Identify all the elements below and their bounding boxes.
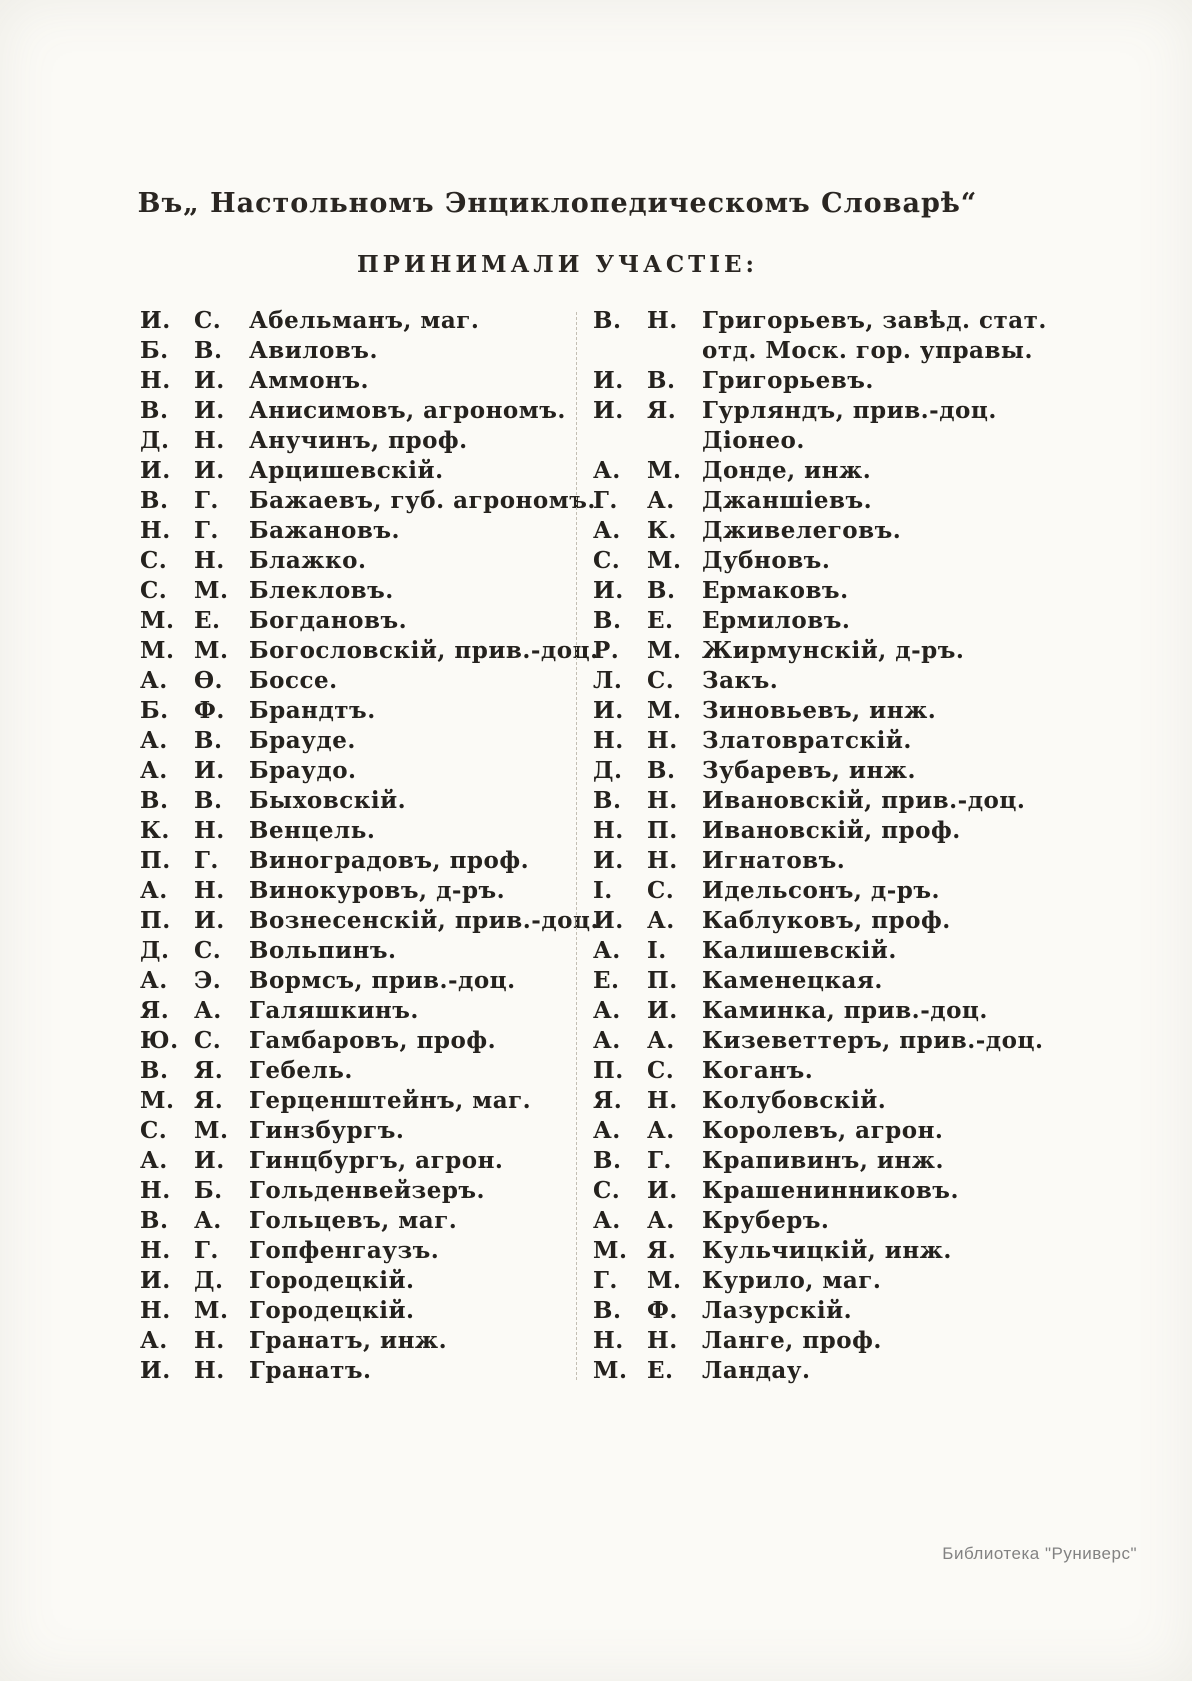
contributor-name: Боссе. bbox=[249, 667, 338, 694]
initial-second: А. bbox=[647, 1207, 675, 1234]
initial-first: П. bbox=[140, 907, 171, 934]
contributor-row bbox=[593, 666, 1071, 696]
initial-first: А. bbox=[140, 1327, 168, 1354]
contributor-row bbox=[140, 1086, 576, 1116]
initial-second: Е. bbox=[647, 607, 674, 634]
initial-first: Я. bbox=[140, 997, 170, 1024]
column-divider bbox=[576, 312, 577, 1380]
contributor-name: Герценштейнъ, маг. bbox=[249, 1087, 532, 1114]
initial-second: Н. bbox=[194, 427, 225, 454]
contributor-name: Ивановскій, проф. bbox=[702, 817, 961, 844]
contributor-row bbox=[140, 336, 576, 366]
contributor-row bbox=[140, 1056, 576, 1086]
contributor-row bbox=[593, 636, 1071, 666]
contributor-name: Ланге, проф. bbox=[702, 1327, 882, 1354]
contributor-row bbox=[140, 486, 596, 516]
page-title: Въ„ Настольномъ Энциклопедическомъ Словарѣ“ bbox=[137, 188, 978, 219]
initial-second: Ф. bbox=[647, 1297, 678, 1324]
contributor-row bbox=[140, 1206, 576, 1236]
contributor-name: Зубаревъ, инж. bbox=[702, 757, 917, 784]
contributor-name: Гурляндъ, прив.-доц. bbox=[702, 397, 997, 424]
contributor-row bbox=[593, 816, 1071, 846]
initial-second: Н. bbox=[647, 787, 678, 814]
contributor-name: Златовратскій. bbox=[702, 727, 912, 754]
contributor-row bbox=[593, 726, 1071, 756]
contributor-name: Браудо. bbox=[249, 757, 357, 784]
library-watermark: Библиотека "Руниверс" bbox=[942, 1544, 1137, 1563]
contributor-row bbox=[140, 876, 576, 906]
contributor-name: Григорьевъ. bbox=[702, 367, 874, 394]
initial-second: Б. bbox=[194, 1177, 223, 1204]
contributor-row bbox=[593, 606, 1071, 636]
initial-second: С. bbox=[194, 1027, 222, 1054]
contributor-row bbox=[593, 966, 1071, 996]
contributor-row bbox=[140, 516, 576, 546]
contributor-continuation-row bbox=[593, 336, 1071, 366]
contributor-row bbox=[593, 906, 1071, 936]
contributor-name: Гинзбургъ. bbox=[249, 1117, 405, 1144]
initial-second: Я. bbox=[647, 1237, 677, 1264]
contributor-columns bbox=[140, 306, 1071, 1386]
contributor-name: Ермиловъ. bbox=[702, 607, 851, 634]
initial-first: В. bbox=[140, 487, 169, 514]
contributor-name: Вознесенскій, прив.-доц. bbox=[249, 907, 600, 934]
contributor-row bbox=[140, 1356, 576, 1386]
contributor-name: Дживелеговъ. bbox=[702, 517, 902, 544]
contributor-name: Богословскій, прив.-доц. bbox=[249, 637, 599, 664]
initial-first: А. bbox=[140, 1147, 168, 1174]
contributor-row bbox=[593, 1296, 1071, 1326]
contributor-name: Каменецкая. bbox=[702, 967, 883, 994]
contributor-row bbox=[593, 1086, 1071, 1116]
initial-first: Я. bbox=[593, 1087, 623, 1114]
initial-second: М. bbox=[194, 1117, 229, 1144]
initial-first: Б. bbox=[140, 337, 169, 364]
initial-second: Г. bbox=[194, 847, 219, 874]
initial-first: И. bbox=[140, 307, 171, 334]
initial-first: М. bbox=[593, 1237, 628, 1264]
contributor-name: Гольцевъ, маг. bbox=[249, 1207, 458, 1234]
initial-second: В. bbox=[647, 577, 676, 604]
initial-first: Е. bbox=[593, 967, 620, 994]
contributor-row bbox=[593, 756, 1071, 786]
initial-second: Н. bbox=[647, 1327, 678, 1354]
initial-first: Н. bbox=[140, 1237, 171, 1264]
contributor-row bbox=[140, 1026, 576, 1056]
initial-second: М. bbox=[194, 637, 229, 664]
initial-second: А. bbox=[647, 1117, 675, 1144]
initial-second: И. bbox=[647, 1177, 678, 1204]
initial-first: В. bbox=[140, 1207, 169, 1234]
contributor-row bbox=[140, 786, 576, 816]
initial-first: В. bbox=[593, 607, 622, 634]
initial-second: І. bbox=[647, 937, 667, 964]
initial-second: М. bbox=[194, 577, 229, 604]
initial-second: В. bbox=[647, 757, 676, 784]
initial-first: Б. bbox=[140, 697, 169, 724]
contributor-row bbox=[140, 966, 576, 996]
contributor-row bbox=[593, 696, 1071, 726]
initial-first: И. bbox=[593, 397, 624, 424]
contributor-row bbox=[593, 486, 1071, 516]
contributor-name: Бажановъ. bbox=[249, 517, 400, 544]
initial-first: А. bbox=[593, 1207, 621, 1234]
initial-first: Н. bbox=[140, 1297, 171, 1324]
contributor-row bbox=[593, 396, 1071, 426]
contributor-name: Донде, инж. bbox=[702, 457, 872, 484]
initial-first: І. bbox=[593, 877, 613, 904]
contributor-row bbox=[593, 456, 1071, 486]
initial-first: Н. bbox=[140, 1177, 171, 1204]
initial-first: А. bbox=[593, 1027, 621, 1054]
initial-first: М. bbox=[593, 1357, 628, 1384]
contributor-name: Игнатовъ. bbox=[702, 847, 846, 874]
contributor-name: Ивановскій, прив.-доц. bbox=[702, 787, 1026, 814]
initial-spacer bbox=[593, 426, 647, 456]
contributor-name: Калишевскій. bbox=[702, 937, 897, 964]
contributor-name: Гамбаровъ, проф. bbox=[249, 1027, 497, 1054]
initial-second: П. bbox=[647, 817, 678, 844]
contributor-row bbox=[140, 996, 576, 1026]
initial-second: Н. bbox=[647, 847, 678, 874]
initial-second: И. bbox=[194, 367, 225, 394]
initial-first: Н. bbox=[593, 727, 624, 754]
contributor-row bbox=[140, 666, 576, 696]
initial-spacer bbox=[647, 336, 702, 366]
contributor-name: Городецкій. bbox=[249, 1297, 415, 1324]
contributor-name: Гинцбургъ, агрон. bbox=[249, 1147, 504, 1174]
contributor-row bbox=[140, 576, 576, 606]
initial-second: А. bbox=[194, 1207, 222, 1234]
contributor-name: Аммонъ. bbox=[249, 367, 370, 394]
initial-first: С. bbox=[140, 547, 168, 574]
initial-first: С. bbox=[593, 1177, 621, 1204]
contributor-row bbox=[593, 996, 1071, 1026]
contributor-name: Абельманъ, маг. bbox=[249, 307, 480, 334]
initial-second: И. bbox=[647, 997, 678, 1024]
initial-first: Д. bbox=[593, 757, 623, 784]
contributor-name: Анисимовъ, агрономъ. bbox=[249, 397, 566, 424]
contributor-name: Быховскій. bbox=[249, 787, 407, 814]
initial-second: Г. bbox=[194, 517, 219, 544]
initial-first: И. bbox=[593, 367, 624, 394]
initial-second: В. bbox=[647, 367, 676, 394]
initial-second: Е. bbox=[194, 607, 221, 634]
initial-first: С. bbox=[140, 1117, 168, 1144]
initial-second: М. bbox=[647, 637, 682, 664]
initial-second: Н. bbox=[194, 817, 225, 844]
initial-second: С. bbox=[194, 307, 222, 334]
contributor-row bbox=[140, 1266, 576, 1296]
initial-first: Л. bbox=[593, 667, 623, 694]
contributor-name: Идельсонъ, д-ръ. bbox=[702, 877, 940, 904]
contributor-name: Блажко. bbox=[249, 547, 367, 574]
initial-second: И. bbox=[194, 457, 225, 484]
initial-first: Р. bbox=[593, 637, 620, 664]
initial-second: Н. bbox=[647, 307, 678, 334]
contributor-name: Джаншіевъ. bbox=[702, 487, 873, 514]
initial-second: С. bbox=[647, 1057, 675, 1084]
initial-first: А. bbox=[593, 457, 621, 484]
contributor-name: Гранатъ, инж. bbox=[249, 1327, 448, 1354]
contributor-name-continued: отд. Моск. гор. управы. bbox=[702, 337, 1033, 364]
contributor-row bbox=[140, 936, 576, 966]
initial-second: А. bbox=[194, 997, 222, 1024]
contributor-name: Королевъ, агрон. bbox=[702, 1117, 944, 1144]
initial-first: И. bbox=[140, 1357, 171, 1384]
initial-second: Г. bbox=[194, 487, 219, 514]
initial-second: Я. bbox=[194, 1057, 224, 1084]
initial-spacer bbox=[647, 426, 702, 456]
contributor-row bbox=[593, 876, 1071, 906]
contributor-name: Гольденвейзеръ. bbox=[249, 1177, 486, 1204]
initial-first: В. bbox=[140, 397, 169, 424]
contributor-name: Галяшкинъ. bbox=[249, 997, 419, 1024]
initial-first: А. bbox=[140, 877, 168, 904]
contributor-name: Кульчицкій, инж. bbox=[702, 1237, 952, 1264]
initial-first: И. bbox=[593, 907, 624, 934]
initial-first: К. bbox=[140, 817, 170, 844]
contributor-name: Вормсъ, прив.-доц. bbox=[249, 967, 516, 994]
contributor-name: Ермаковъ. bbox=[702, 577, 849, 604]
contributor-row bbox=[140, 906, 600, 936]
initial-first: А. bbox=[593, 937, 621, 964]
initial-second: А. bbox=[647, 1027, 675, 1054]
initial-first: С. bbox=[593, 547, 621, 574]
initial-first: А. bbox=[593, 997, 621, 1024]
initial-second: Н. bbox=[647, 1087, 678, 1114]
initial-first: В. bbox=[593, 787, 622, 814]
initial-first: Н. bbox=[140, 517, 171, 544]
contributor-name: Ландау. bbox=[702, 1357, 811, 1384]
contributor-name: Коганъ. bbox=[702, 1057, 814, 1084]
contributor-name: Богдановъ. bbox=[249, 607, 408, 634]
initial-first: А. bbox=[140, 967, 168, 994]
initial-first: А. bbox=[593, 517, 621, 544]
initial-second: Н. bbox=[647, 727, 678, 754]
initial-first: И. bbox=[593, 577, 624, 604]
contributor-row bbox=[593, 786, 1071, 816]
contributor-name: Городецкій. bbox=[249, 1267, 415, 1294]
contributor-name: Авиловъ. bbox=[249, 337, 378, 364]
contributor-name: Винокуровъ, д-ръ. bbox=[249, 877, 506, 904]
initial-second: Ѳ. bbox=[194, 667, 224, 694]
contributor-name: Крашенинниковъ. bbox=[702, 1177, 959, 1204]
initial-second: Э. bbox=[194, 967, 222, 994]
contributor-row bbox=[140, 306, 576, 336]
contributor-row bbox=[593, 366, 1071, 396]
contributor-row bbox=[593, 1026, 1071, 1056]
contributor-name: Зиновьевъ, инж. bbox=[702, 697, 937, 724]
contributor-row bbox=[593, 306, 1071, 336]
contributor-name: Крапивинъ, инж. bbox=[702, 1147, 944, 1174]
contributor-name: Курило, маг. bbox=[702, 1267, 882, 1294]
contributor-row bbox=[140, 636, 599, 666]
contributor-row bbox=[593, 1236, 1071, 1266]
initial-first: В. bbox=[593, 1147, 622, 1174]
initial-second: Н. bbox=[194, 877, 225, 904]
contributor-name: Дубновъ. bbox=[702, 547, 831, 574]
contributor-name: Вольпинъ. bbox=[249, 937, 397, 964]
contributor-name: Венцель. bbox=[249, 817, 376, 844]
initial-second: Г. bbox=[194, 1237, 219, 1264]
initial-first: В. bbox=[593, 1297, 622, 1324]
contributor-name: Блекловъ. bbox=[249, 577, 394, 604]
contributor-row bbox=[593, 936, 1071, 966]
contributor-name: Брандтъ. bbox=[249, 697, 376, 724]
contributor-column-right bbox=[593, 306, 1071, 1386]
initial-first: И. bbox=[593, 847, 624, 874]
initial-second: В. bbox=[194, 337, 223, 364]
initial-first: А. bbox=[593, 1117, 621, 1144]
initial-first: Д. bbox=[140, 427, 170, 454]
contributor-row bbox=[140, 1146, 576, 1176]
contributor-row bbox=[140, 1176, 576, 1206]
contributor-row bbox=[593, 1176, 1071, 1206]
initial-second: Г. bbox=[647, 1147, 672, 1174]
contributor-name: Жирмунскій, д-ръ. bbox=[702, 637, 965, 664]
initial-first: Г. bbox=[593, 487, 618, 514]
initial-first: И. bbox=[140, 457, 171, 484]
contributor-column-left bbox=[140, 306, 600, 1386]
initial-first: Н. bbox=[593, 1327, 624, 1354]
contributor-name: Гопфенгаузъ. bbox=[249, 1237, 440, 1264]
contributor-name: Кизеветтеръ, прив.-доц. bbox=[702, 1027, 1044, 1054]
initial-first: В. bbox=[140, 1057, 169, 1084]
contributor-row bbox=[140, 696, 576, 726]
initial-first: Г. bbox=[593, 1267, 618, 1294]
initial-second: И. bbox=[194, 907, 225, 934]
initial-second: М. bbox=[647, 547, 682, 574]
contributor-name-continued: Діонео. bbox=[702, 427, 805, 454]
initial-second: С. bbox=[194, 937, 222, 964]
contributor-row bbox=[140, 846, 576, 876]
contributor-row bbox=[593, 1056, 1071, 1086]
contributor-row bbox=[593, 1116, 1071, 1146]
contributor-row bbox=[593, 1146, 1071, 1176]
contributor-row bbox=[140, 456, 576, 486]
initial-second: Е. bbox=[647, 1357, 674, 1384]
contributor-row bbox=[593, 576, 1071, 606]
initial-second: И. bbox=[194, 397, 225, 424]
contributor-continuation-row bbox=[593, 426, 1071, 456]
contributor-row bbox=[140, 426, 576, 456]
initial-first: А. bbox=[140, 727, 168, 754]
initial-first: Ю. bbox=[140, 1027, 179, 1054]
initial-second: М. bbox=[647, 457, 682, 484]
initial-first: В. bbox=[140, 787, 169, 814]
contributor-row bbox=[140, 726, 576, 756]
contributor-name: Арцишевскій. bbox=[249, 457, 444, 484]
contributor-name: Виноградовъ, проф. bbox=[249, 847, 530, 874]
contributor-row bbox=[593, 546, 1071, 576]
initial-second: И. bbox=[194, 757, 225, 784]
initial-second: М. bbox=[647, 697, 682, 724]
contributor-name: Круберъ. bbox=[702, 1207, 830, 1234]
contributor-name: Гебель. bbox=[249, 1057, 353, 1084]
contributor-row bbox=[140, 1296, 576, 1326]
initial-second: С. bbox=[647, 667, 675, 694]
contributor-name: Анучинъ, проф. bbox=[249, 427, 468, 454]
page-subtitle: ПРИНИМАЛИ УЧАСТІЕ: bbox=[356, 251, 759, 278]
contributor-row bbox=[140, 756, 576, 786]
initial-second: Н. bbox=[194, 547, 225, 574]
initial-first: Н. bbox=[593, 817, 624, 844]
contributor-name: Каблуковъ, проф. bbox=[702, 907, 951, 934]
initial-second: И. bbox=[194, 1147, 225, 1174]
initial-spacer bbox=[593, 336, 647, 366]
contributor-name: Лазурскій. bbox=[702, 1297, 853, 1324]
contributor-name: Закъ. bbox=[702, 667, 779, 694]
contributor-name: Каминка, прив.-доц. bbox=[702, 997, 988, 1024]
contributor-name: Брауде. bbox=[249, 727, 356, 754]
initial-second: В. bbox=[194, 787, 223, 814]
contributor-name: Бажаевъ, губ. агрономъ. bbox=[249, 487, 596, 514]
initial-second: В. bbox=[194, 727, 223, 754]
initial-second: С. bbox=[647, 877, 675, 904]
initial-second: Н. bbox=[194, 1327, 225, 1354]
initial-second: М. bbox=[647, 1267, 682, 1294]
contributor-row bbox=[140, 396, 576, 426]
initial-first: А. bbox=[140, 757, 168, 784]
contributor-row bbox=[593, 1326, 1071, 1356]
contributor-row bbox=[593, 1356, 1071, 1386]
contributor-row bbox=[140, 546, 576, 576]
initial-second: П. bbox=[647, 967, 678, 994]
initial-second: Д. bbox=[194, 1267, 224, 1294]
initial-first: С. bbox=[140, 577, 168, 604]
initial-first: И. bbox=[593, 697, 624, 724]
initial-first: И. bbox=[140, 1267, 171, 1294]
initial-first: М. bbox=[140, 1087, 175, 1114]
initial-first: Д. bbox=[140, 937, 170, 964]
contributor-row bbox=[593, 1206, 1071, 1236]
initial-first: М. bbox=[140, 607, 175, 634]
initial-first: А. bbox=[140, 667, 168, 694]
contributor-row bbox=[140, 1116, 576, 1146]
contributor-row bbox=[593, 846, 1071, 876]
initial-first: Н. bbox=[140, 367, 171, 394]
initial-first: М. bbox=[140, 637, 175, 664]
contributor-row bbox=[593, 1266, 1071, 1296]
initial-second: М. bbox=[194, 1297, 229, 1324]
initial-second: А. bbox=[647, 487, 675, 514]
initial-second: Ф. bbox=[194, 697, 225, 724]
contributor-row bbox=[140, 606, 576, 636]
contributor-row bbox=[593, 516, 1071, 546]
initial-second: Я. bbox=[647, 397, 677, 424]
initial-second: А. bbox=[647, 907, 675, 934]
initial-first: П. bbox=[593, 1057, 624, 1084]
contributor-name: Григорьевъ, завѣд. стат. bbox=[702, 307, 1047, 334]
contributor-name: Колубовскій. bbox=[702, 1087, 887, 1114]
contributor-name: Гранатъ. bbox=[249, 1357, 372, 1384]
contributor-row bbox=[140, 816, 576, 846]
initial-first: В. bbox=[593, 307, 622, 334]
initial-second: Я. bbox=[194, 1087, 224, 1114]
initial-first: П. bbox=[140, 847, 171, 874]
contributor-row bbox=[140, 1236, 576, 1266]
initial-second: Н. bbox=[194, 1357, 225, 1384]
initial-second: К. bbox=[647, 517, 677, 544]
contributor-row bbox=[140, 1326, 576, 1356]
contributor-row bbox=[140, 366, 576, 396]
